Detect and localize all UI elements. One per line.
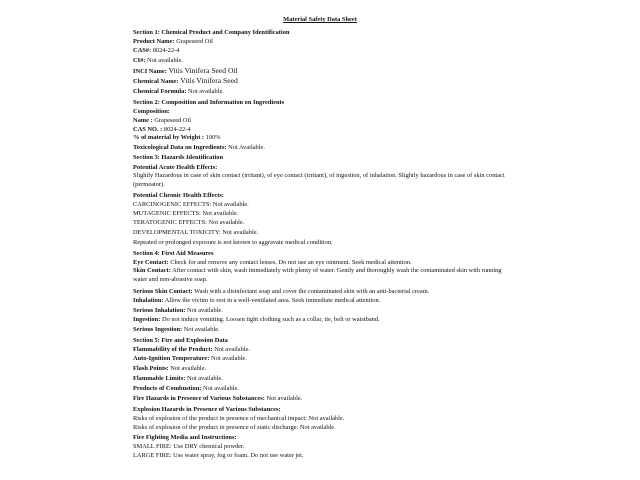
combustion-products-label: Products of Combustion: xyxy=(133,385,202,392)
composition-label: Composition: xyxy=(133,108,170,115)
section-5-heading: Section 5: Fire and Explosion Data xyxy=(133,337,228,344)
fire-hazards-label: Fire Hazards in Presence of Various Substances: xyxy=(133,395,265,402)
inci-row xyxy=(133,66,505,76)
teratogenic-effects: TERATOGENIC EFFECTS: Not available. xyxy=(133,219,245,226)
skin-contact-label: Skin Contact: xyxy=(133,267,171,274)
chemical-name-value: Vitis Vinifera Seed xyxy=(180,76,238,85)
flash-points-label: Flash Points: xyxy=(133,365,169,372)
acute-effects-label: Potential Acute Health Effects: xyxy=(133,164,218,171)
ci-value: Not available. xyxy=(147,57,183,64)
flammability-value: Not available. xyxy=(214,346,251,353)
composition-name-row xyxy=(133,116,505,125)
serious-skin-row xyxy=(133,287,505,296)
percent-weight-label: % of material by Weight : xyxy=(133,134,205,141)
serious-ingestion-value: Not available. xyxy=(183,326,220,333)
combustion-products-row xyxy=(133,384,505,393)
explosion-hazards-label: Explosion Hazards in Presence of Various Substances: xyxy=(133,406,281,413)
flammability-label: Flammability of the Product: xyxy=(133,346,213,353)
serious-inhalation-value: Not available. xyxy=(187,307,223,314)
toxicological-label: Toxicological Data on Ingredients: xyxy=(133,144,227,151)
composition-name-label: Name : xyxy=(133,117,153,124)
ingestion-row xyxy=(133,315,505,324)
eye-contact-label: Eye Contact: xyxy=(133,259,169,266)
product-name-label: Product Name: xyxy=(133,38,175,45)
flash-points-value: Not available. xyxy=(170,365,207,372)
autoignition-value: Not available. xyxy=(211,355,247,362)
chemical-formula-value: Not available. xyxy=(188,88,224,95)
serious-ingestion-row xyxy=(133,325,505,334)
large-fire-instructions: LARGE FIRE: Use water spray, fog or foam. Do not use water jet. xyxy=(133,452,304,459)
composition-name-value: Grapeseed Oil xyxy=(154,117,192,124)
document-title: Material Safety Data Sheet xyxy=(283,16,357,23)
composition-cas-value: 8024-22-4 xyxy=(163,126,191,133)
small-fire-instructions: SMALL FIRE: Use DRY chemical powder. xyxy=(133,443,245,450)
mutagenic-effects: MUTAGENIC EFFECTS: Not available. xyxy=(133,210,239,217)
percent-weight-value: 100% xyxy=(205,134,221,141)
ingestion-label: Ingestion: xyxy=(133,316,161,323)
product-name-row xyxy=(133,37,505,46)
chemical-formula-row xyxy=(133,87,505,96)
explosion-mechanical: Risks of explosion of the product in presence of mechanical impact: Not available. xyxy=(133,415,345,422)
flammability-row xyxy=(133,345,505,354)
flammable-limits-row xyxy=(133,374,505,383)
flash-points-row xyxy=(133,364,505,373)
cas-label: CAS#: xyxy=(133,47,152,54)
ci-row xyxy=(133,56,505,65)
ci-label: CI#: xyxy=(133,57,146,64)
flammable-limits-value: Not available. xyxy=(186,375,223,382)
chronic-effects-label: Potential Chronic Health Effects: xyxy=(133,192,224,199)
inhalation-row xyxy=(133,296,505,305)
serious-skin-label: Serious Skin Contact: xyxy=(133,288,193,295)
section-2-heading: Section 2: Composition and Information on Ingredients xyxy=(133,99,285,106)
section-4-heading: Section 4: First Aid Measures xyxy=(133,250,214,257)
cas-value: 8024-22-4 xyxy=(152,47,180,54)
fire-fighting-label: Fire Fighting Media and Instructions: xyxy=(133,434,237,441)
eye-contact-row xyxy=(133,258,505,267)
ingestion-value: Do not induce vomiting. Loosen tight clothing such as a collar, tie, belt or waistband. xyxy=(161,316,380,323)
fire-hazards-value: Not available. xyxy=(266,395,303,402)
serious-inhalation-row xyxy=(133,306,505,315)
repeated-exposure: Repeated or prolonged exposure is not known to aggravate medical condition. xyxy=(133,239,333,246)
skin-contact-value: After contact with skin, wash immediately with plenty of water. Gently and thoroughly wash the contaminated skin with running water and non-abrasive soap. xyxy=(133,267,502,283)
chemical-name-row xyxy=(133,76,505,86)
inci-label: INCI Name: xyxy=(133,68,167,75)
developmental-toxicity: DEVELOPMENTAL TOXICITY: Not available. xyxy=(133,229,259,236)
acute-effects-text: Slightly Hazardous in case of skin contact (irritant), of eye contact (irritant), of ingestion, of inhalation. Slightly hazardous in case of skin contact (permeator). xyxy=(133,172,505,188)
chemical-formula-label: Chemical Formula: xyxy=(133,88,187,95)
explosion-static: Risks of explosion of the product in presence of static discharge: Not available. xyxy=(133,424,336,431)
toxicological-value: Not Available. xyxy=(228,144,265,151)
inci-value: Vitis Vinifera Seed Oil xyxy=(168,66,238,75)
eye-contact-value: Check for and remove any contact lenses. Do not use an eye ointment. Seek medical attention. xyxy=(170,259,412,266)
serious-ingestion-label: Serious Ingestion: xyxy=(133,326,183,333)
inhalation-value: Allow the victim to rest in a well-ventilated area. Seek immediate medical attention. xyxy=(164,297,381,304)
flammable-limits-label: Flammable Limits: xyxy=(133,375,186,382)
percent-weight-row xyxy=(133,133,505,142)
composition-cas-label: CAS NO. : xyxy=(133,126,163,133)
autoignition-label: Auto-Ignition Temperature: xyxy=(133,355,210,362)
serious-skin-value: Wash with a disinfectant soap and cover the contaminated skin with an anti-bacterial cream. xyxy=(194,288,430,295)
skin-contact-row xyxy=(133,267,505,284)
product-name-value: Grapeseed Oil xyxy=(176,38,213,45)
carcinogenic-effects: CARCINOGENIC EFFECTS: Not available. xyxy=(133,201,249,208)
section-3-heading: Section 3: Hazards Identification xyxy=(133,154,223,161)
cas-row xyxy=(133,46,505,55)
chemical-name-label: Chemical Name: xyxy=(133,78,179,85)
combustion-products-value: Not available. xyxy=(203,385,239,392)
inhalation-label: Inhalation: xyxy=(133,297,164,304)
toxicological-row xyxy=(133,143,505,152)
autoignition-row xyxy=(133,354,505,363)
serious-inhalation-label: Serious Inhalation: xyxy=(133,307,186,314)
fire-hazards-row xyxy=(133,394,505,403)
section-1-heading: Section 1: Chemical Product and Company Identification xyxy=(133,29,290,36)
